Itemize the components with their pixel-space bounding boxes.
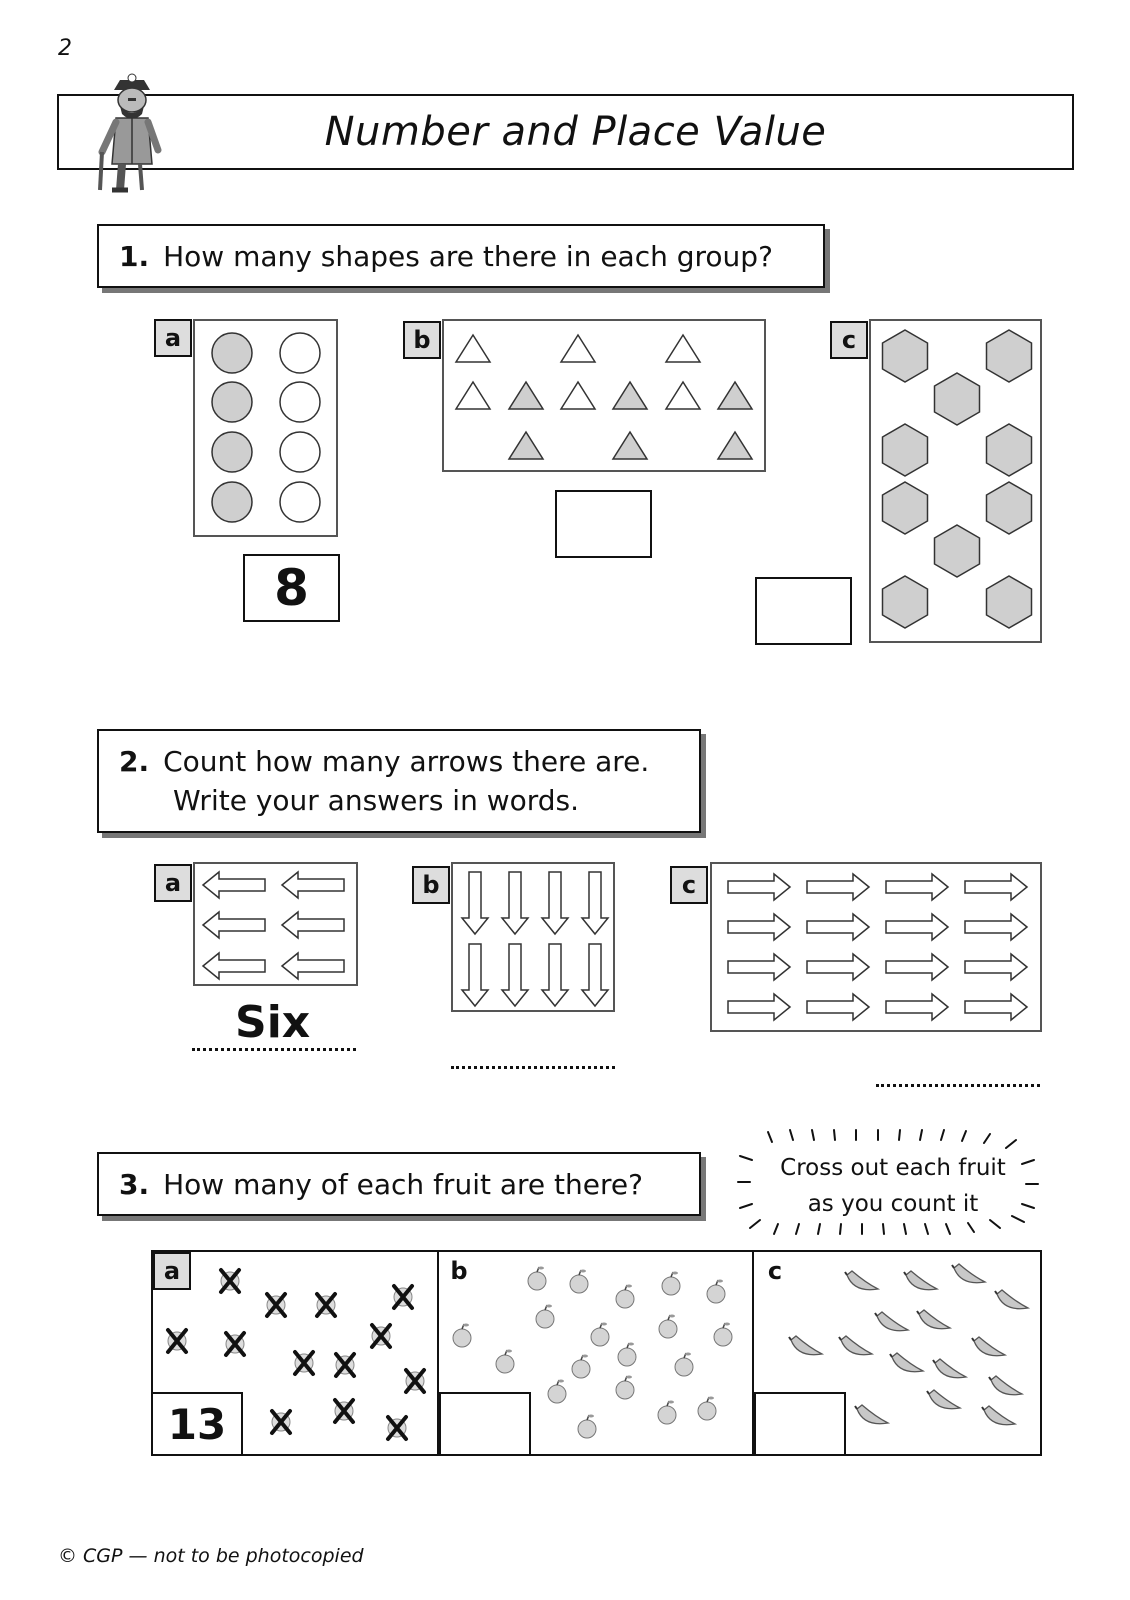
right-arrows xyxy=(712,864,1044,1034)
part-label-1a: a xyxy=(154,319,192,357)
answer-box-1c[interactable] xyxy=(755,577,852,645)
question-number: 2. xyxy=(119,745,150,778)
shape-group-1b xyxy=(442,319,766,472)
answer-box-3c[interactable] xyxy=(754,1392,846,1456)
answer-line-2c[interactable] xyxy=(876,1084,1040,1087)
circle-shapes xyxy=(195,321,340,539)
arrow-group-2c xyxy=(710,862,1042,1032)
shape-group-1a xyxy=(193,319,338,537)
part-label-1c: c xyxy=(830,321,868,359)
question-text-line1: Count how many arrows there are. xyxy=(163,745,650,778)
question-1-box xyxy=(97,224,825,288)
triangle-shapes xyxy=(444,321,768,474)
question-3-box xyxy=(97,1152,701,1216)
question-number: 1. xyxy=(119,239,150,273)
pirate-mascot-icon xyxy=(92,72,172,197)
answer-line-2a[interactable] xyxy=(192,1048,356,1051)
answer-line-2b[interactable] xyxy=(451,1066,615,1069)
question-text: How many shapes are there in each group? xyxy=(163,239,773,273)
arrow-group-2b xyxy=(451,862,615,1012)
tip-line-2: as you count it xyxy=(807,1191,979,1217)
copyright-footer: © CGP — not to be photocopied xyxy=(58,1545,364,1567)
part-label-3c: c xyxy=(756,1252,794,1290)
answer-box-1b[interactable] xyxy=(555,490,652,558)
page-number: 2 xyxy=(58,36,72,61)
answer-box-3a[interactable]: 13 xyxy=(151,1392,243,1456)
hexagon-shapes xyxy=(871,321,1044,645)
question-text: How many of each fruit are there? xyxy=(163,1167,643,1201)
arrow-group-2a xyxy=(193,862,358,986)
shape-group-1c xyxy=(869,319,1042,643)
tip-text xyxy=(738,1150,1048,1222)
left-arrows xyxy=(195,864,360,988)
question-number: 3. xyxy=(119,1167,150,1201)
page-title: Number and Place Value xyxy=(324,109,827,155)
tip-line-1: Cross out each fruit xyxy=(780,1155,1006,1181)
tip-callout xyxy=(738,1128,1048,1236)
part-label-1b: b xyxy=(403,321,441,359)
part-label-2b: b xyxy=(412,866,450,904)
part-label-3a: a xyxy=(153,1252,191,1290)
answer-text-2a: Six xyxy=(235,997,311,1048)
part-label-3b: b xyxy=(440,1252,478,1290)
answer-box-1a[interactable]: 8 xyxy=(243,554,340,622)
question-2-box xyxy=(97,729,701,833)
part-label-2c: c xyxy=(670,866,708,904)
answer-box-3b[interactable] xyxy=(439,1392,531,1456)
question-text-line2: Write your answers in words. xyxy=(173,784,580,817)
title-banner xyxy=(57,94,1074,170)
part-label-2a: a xyxy=(154,864,192,902)
down-arrows xyxy=(453,864,617,1014)
